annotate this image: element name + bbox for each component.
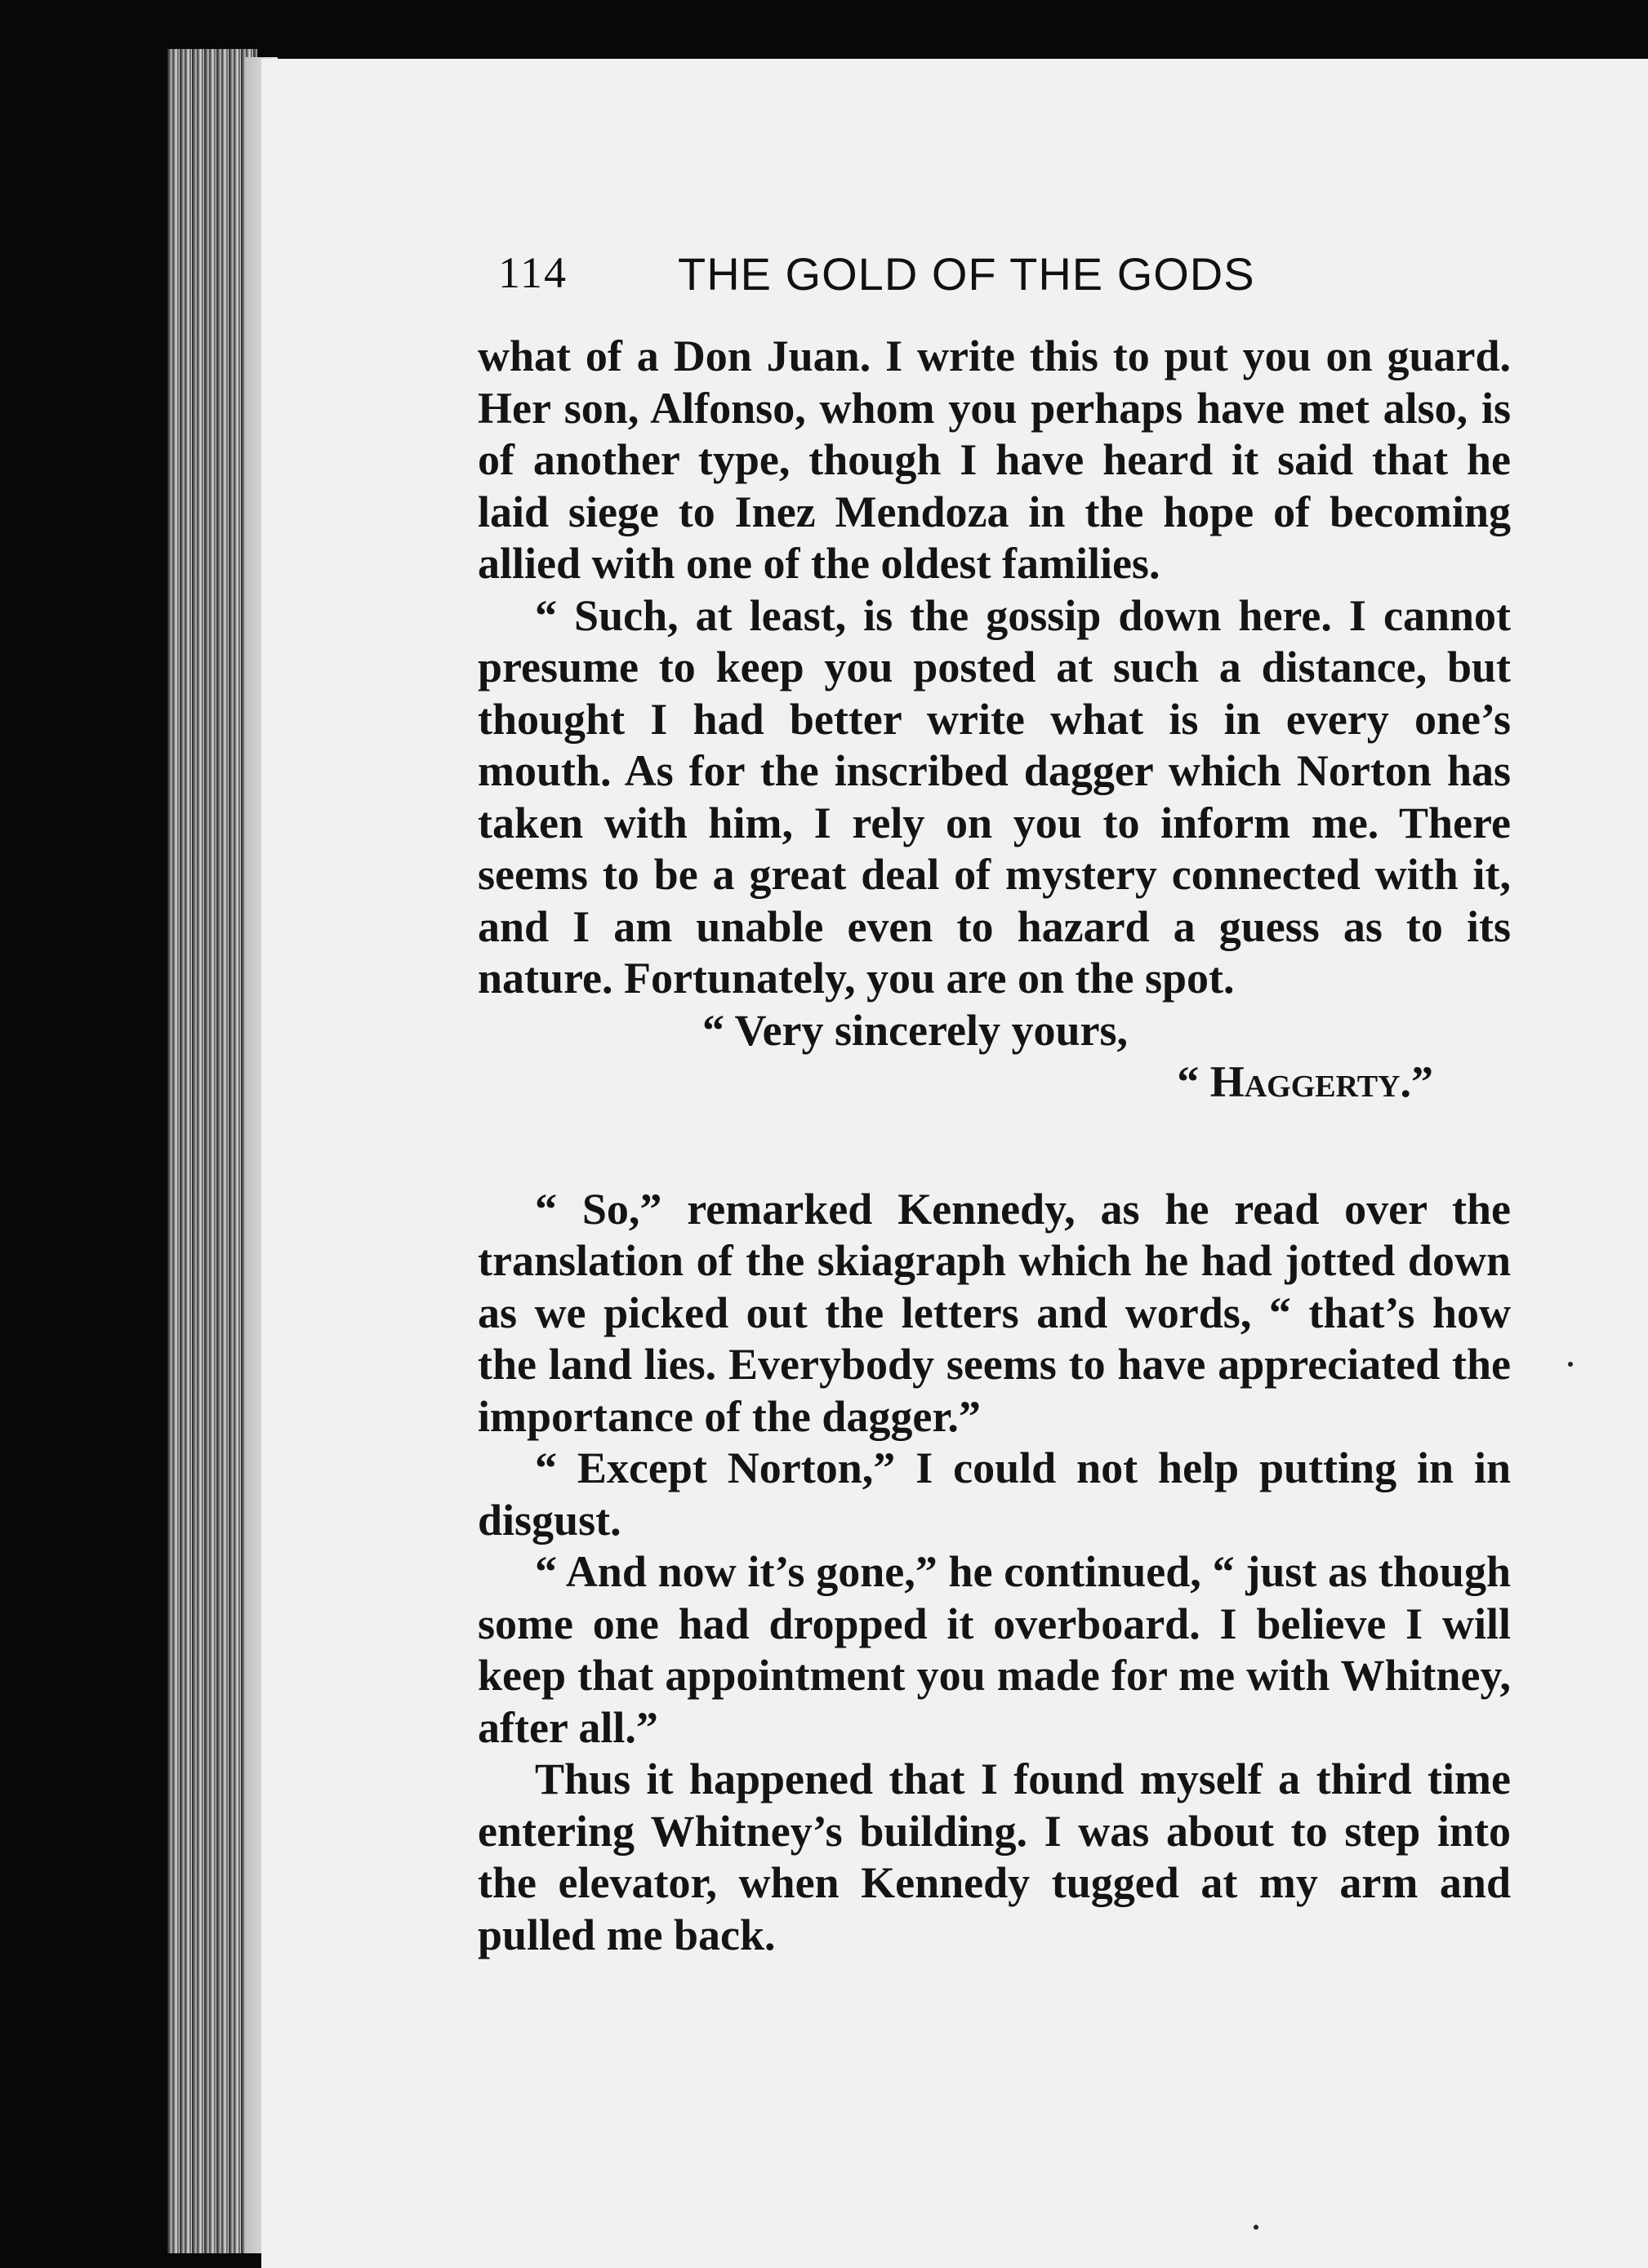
signature-name: “ Haggerty.” [1177,1057,1433,1106]
letter-paragraph-1: what of a Don Juan. I write this to put you on guard. Her son, Alfonso, whom you perhaps have met also, is of another type, though I have heard it said that he laid siege to Inez Mendoza in the hope of becoming allied with one of the oldest families. [478,331,1511,588]
scan-speck [1568,1362,1573,1367]
letter-closing: “ Very sincerely yours, [702,1005,1128,1055]
narrative-paragraph-1: “ So,” remarked Kennedy, as he read over the translation of the skiagraph which he had jotted down as we picked out the letters and words, “ that’s how the land lies. Everybody seems to have appreciated the importance of the dagger.” [478,1184,1511,1441]
letter-signature [478,1056,1511,1109]
letter-paragraph-2: “ Such, at least, is the gossip down here. I cannot presume to keep you posted at such a distance, but thought I had better write what is in every one’s mouth. As for the inscribed dagger which Norton has taken with him, I rely on you to inform me. There seems to be a great deal of mystery connected with it, and I am unable even to hazard a guess as to its nature. Fortunately, you are on the spot. [478,590,1511,1003]
running-head [498,247,1331,313]
page-body [478,331,1511,1961]
book-title: THE GOLD OF THE GODS [678,248,1255,300]
narrative-paragraph-4: Thus it happened that I found myself a third time entering Whitney’s building. I was about to step into the elevator, when Kennedy tugged at my arm and pulled me back. [478,1754,1511,1959]
narrative-paragraph-3: “ And now it’s gone,” he continued, “ just as though some one had dropped it overboard. I believe I will keep that appointment you made for me with Whitney, after all.” [478,1547,1511,1752]
page-number: 114 [498,248,568,297]
section-gap [478,1109,1511,1184]
book-page-edges [167,49,257,2253]
narrative-paragraph-2: “ Except Norton,” I could not help putting in in disgust. [478,1443,1511,1545]
scan-speck [1254,2225,1258,2230]
